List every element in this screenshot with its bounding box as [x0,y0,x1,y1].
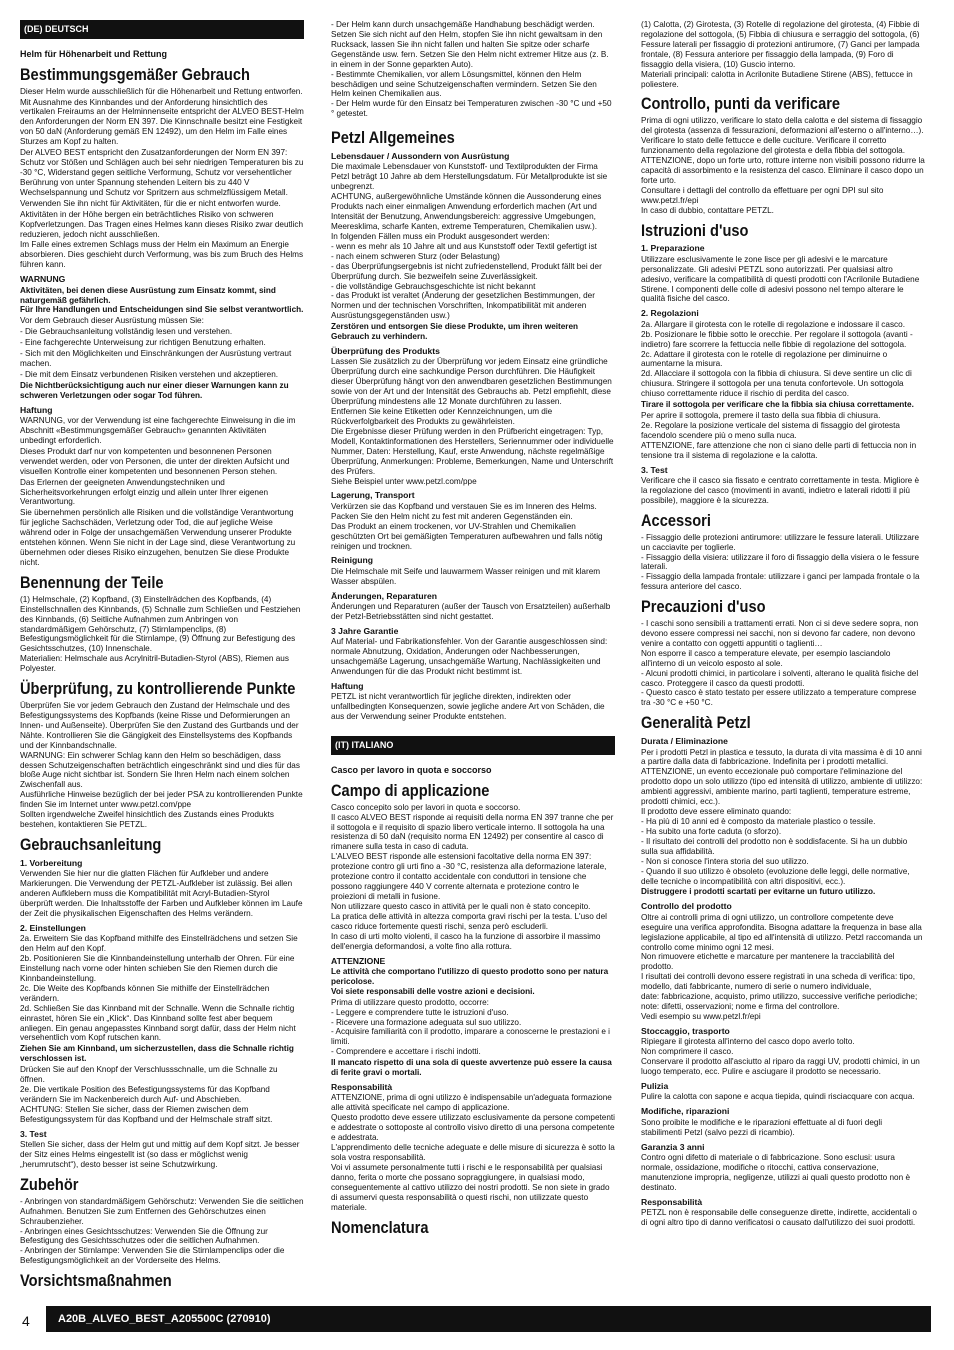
subsection-title: 2. Einstellungen [20,922,86,933]
column-1 [20,20,304,1293]
product-subtitle-it: Casco per lavoro in quota e soccorso [331,765,492,775]
paragraph: Ripiegare il girotesta all'interno del casco dopo averlo tolto. Non comprimere il casco. Conservare il prodotto all'asciutto al riparo da raggi UV, prodotti chimici, in un luogo temperato, ecc. Pulire e asciugare il prodotto se necessario. [641,1037,920,1077]
subsection-title: Überprüfung des Produkts [331,346,440,357]
lang-header-de: (DE) DEUTSCH [20,20,304,39]
page-number: 4 [22,1313,30,1329]
warning-bold: Le attività che comportano l'utilizzo di questo prodotto sono per natura pericolose. Voi siete responsabili delle vostre azioni e decisioni. [331,966,609,996]
bold-note: Zerstören und entsorgen Sie diese Produkte, um ihren weiteren Gebrauch zu verhindern. [331,322,579,342]
paragraph: Utilizzare esclusivamente le zone lisce per gli adesivi e le marcature personalizzate. Gli adesivi PETZL sono autorizzati. Per qualsiasi altro adesivo, verificare la compatibilità di questi prodotti con l'Acrilonile Butadiene Stirene. I componenti delle colle di adesivi possono nel tempo alterare le qualità fisiche del casco. [641,254,920,304]
bold-note: Ziehen Sie am Kinnband, um sicherzustellen, dass die Schnalle richtig verschlossen ist. [20,1044,294,1064]
section-title: Istruzioni d'uso [641,220,749,240]
subsection-title: 3. Test [20,1128,47,1139]
paragraph: - Sich mit den Möglichkeiten und Einschränkungen der Ausrüstung vertraut machen. [20,349,292,369]
section-title: Nomenclatura [331,1217,429,1237]
subsection-title: Stoccaggio, trasporto [641,1025,730,1036]
subsection-title: 2. Regolazioni [641,308,699,319]
warning-heading: ATTENZIONE [331,955,386,966]
paragraph: Prima di utilizzare questo prodotto, occorre: - Leggere e comprendere tutte le istruzioni d'uso. - Ricevere una formazione adeguata sul suo utilizzo. - Acquisire familiarità con il prodotto, imparare a conoscerne le prestazioni e i limiti. - Comprendere e accettare i rischi indotti. [331,997,610,1057]
subsection-title: Responsabilità [641,1196,703,1207]
section-title: Accessori [641,510,711,530]
column-2 [331,20,615,1239]
paragraph: Der ALVEO BEST entspricht den Zusatzanforderungen der Norm EN 397: Schutz vor Stößen und Schlägen auch bei sehr niedrigen Temperaturen bis zu -30 °C, Widerstand gegen seitliche Verformung, Schutz vor versehentlicher Berührung von unter Spannung stehenden Leitern bis zu 440 V Wechselspannung und Schutz vor Spritzern aus schmelzflüssigem Metall. [20,148,304,197]
paragraph: 2a. Erweitern Sie das Kopfband mithilfe des Einstellrädchens und setzen Sie den Helm auf den Kopf. 2b. Positionieren Sie die Kinnbandeinstellung unterhalb der Ohren. Für eine Einstellung nach vorne oder hinten schieben Sie den Riemen durch die Kinnbandeinstellung. 2c. Die Weite des Kopfbands können Sie mithilfe der Einstellrädchen verändern. 2d. Schließen Sie das Kinnband mit der Schnalle. Wenn die Schnalle richtig einrastet, hören Sie ein „Klick“. Das Kinnband sollte fest aber bequem anliegen. Ein genau angepasstes Kinnband sorgt dafür, dass der Helm nicht versehentlich vom Kopf rutschen kann. [20,934,298,1043]
paragraph: PETZL ist nicht verantwortlich für jegliche direkten, indirekten oder unfallbedingten Konsequenzen, sowie jegliche andere Art von Schäden, die aus der Verwendung seiner Produkte entstehen. [331,692,605,722]
paragraph: 2a. Allargare il girotesta con le rotelle di regolazione e indossare il casco. 2b. Posizionare le fibbie sotto le orecchie. Per regolare il sottogola (avanti - indietro) fare scorrere la fettuccia nelle fibbie di regolazione del sottogola. 2c. Adattare il girotesta con le rotelle di regolazione per diminuirne o aumentarne la misura. 2d. Allacciare il sottogola con la fibbia di chiusura. Si deve sentire un clic di chiusura. Stringere il sottogola per una tenuta confortevole. Un sottogola chiuso correttamente riduce il rischio di perdita del casco. [641,319,913,399]
paragraph: Stellen Sie sicher, dass der Helm gut und mittig auf dem Kopf sitzt. Je besser der Sitz eines Helms eingestellt ist (so dass er möglichst wenig „herumrutscht“), desto besser ist seine Schutzwirkung. [20,1140,300,1169]
paragraph: Oltre ai controlli prima di ogni utilizzo, un controllore competente deve eseguire una verifica approfondita. Bisogna adattare la frequenza in base alla legislazione applicabile, al tipo ed all'intensità di utilizzo. Petzl raccomanda un controllo come minimo ogni 12 mesi. Non rimuovere etichette e marcature per mantenere la tracciabilità del prodotto. I risultati dei controlli devono essere registrati in una scheda di verifica: tipo, modello, dati fabbricante, numero di serie o numero individuale, date: fabbricazione, acquisto, primo utilizzo, successive verifiche periodiche; note: difetti, osservazioni; nome e firma del controllore. Vedi esempio su www.petzl.fr/epi [641,912,923,1021]
paragraph: Dieses Produkt darf nur von kompetenten und besonnenen Personen verwendet werden, oder von Personen, die unter der direkten Aufsicht und visuellen Kontrolle einer kompetenten und besonnenen Person stehen. [20,446,290,476]
paragraph: Die maximale Lebensdauer von Kunststoff- und Textilprodukten der Firma Petzl beträgt 10 Jahre ab dem Herstellungsdatum. Für Metallprodukte ist sie unbegrenzt. ACHTUNG, außergewöhnliche Umstände können die Aussonderung eines Produkts nach einer einmaligen Anwendung erforderlich machen (Art und Intensität der Benutzung, Anwendungsbereich: aggressive Umgebungen, Meeresklima, scharfe Kanten, extreme Temperaturen, Chemikalien usw.). In folgenden Fällen muss ein Produkt ausgesondert werden: - wenn es mehr als 10 Jahre alt und aus Kunststoff oder Textil gefertigt ist - nach einem schweren Sturz (oder Belastung) - das Überprüfungsergebnis ist nicht zufriedenstellend, Produkt fällt bei der Überprüfung durch. Sie bezweifeln seine Zuverlässigkeit. - die vollständige Gebrauchsgeschichte ist nicht bekannt - das Produkt ist veraltet (Änderung der gesetzlichen Bestimmungen, der Normen und der technischen Vorschriften, Inkompatibilität mit anderen Ausrüstungsgegenständen usw.) [331,162,608,321]
paragraph: Lassen Sie zusätzlich zu der Überprüfung vor jedem Einsatz eine gründliche Überprüfung durch eine sachkundige Person durchführen. Die Häufigkeit dieser Überprüfung hängt von den anwendbaren gesetzlichen Bestimmungen sowie von der Art und der Intensität des Gebrauchs ab. Petzl empfiehlt, diese Überprüfung mindestens alle 12 Monate durchführen zu lassen. Entfernen Sie keine Etiketten oder Kennzeichnungen, um die Rückverfolgbarkeit des Produkts zu gewährleisten. Die Ergebnisse dieser Prüfung werden in den Prüfbericht eingetragen: Typ, Modell, Kontaktinformationen des Herstellers, Seriennummer oder individuelle Nummer, Daten: Herstellung, Kauf, erste Anwendung, nächste regelmäßige Überprüfung, Anmerkungen: Probleme, Bemerkungen, Name und Unterschrift des Prüfers. Siehe Beispiel unter www.petzl.com/ppe [331,357,614,486]
paragraph: Mit Ausnahme des Kinnbandes und der Anforderung hinsichtlich des vertikalen Freiraums an der Helminnenseite entspricht der ALVEO BEST-Helm den Anforderungen der Norm EN 397. Die Kinnschnalle besitzt eine Festigkeit von 50 daN (Anforderung gemäß EN 12492), um den Helm im Falle eines Sturzes am Kopf zu halten. [20,97,304,147]
bold-note: Distruggere i prodotti scartati per evitarne un futuro utilizzo. [641,887,876,897]
paragraph: Sono proibite le modifiche e le riparazioni effettuate al di fuori degli stabilimenti Petzl (salvo pezzi di ricambio). [641,1117,883,1137]
warning-bold: Die Nichtberücksichtigung auch nur einer dieser Warnungen kann zu schweren Verletzungen oder sogar Tod führen. [20,380,289,400]
subsection-title: Modifiche, riparazioni [641,1106,730,1117]
section-title: Bestimmungsgemäßer Gebrauch [20,64,250,84]
product-subtitle-de: Helm für Höhenarbeit und Rettung [20,48,167,59]
paragraph: Auf Material- und Fabrikationsfehler. Von der Garantie ausgeschlossen sind: normale Abnutzung, Oxidation, Änderungen oder Nachbesserungen, unsachgemäße Lagerung, unsachgemäße Wartung, Nachlässigkeiten und Anwendungen für die das Produkt nicht bestimmt ist. [331,637,608,677]
subsection-title: Lagerung, Transport [331,490,415,501]
subsection-title: 3 Jahre Garantie [331,625,399,636]
document-reference: A20B_ALVEO_BEST_A205500C (270910) [46,1306,931,1332]
lang-header-it: (IT) ITALIANO [331,736,615,755]
paragraph: Verwenden Sie ihn nicht für Aktivitäten, für die er nicht entworfen wurde. [20,198,281,208]
subsection-title: Haftung [331,680,364,691]
warning-bold: Il mancato rispetto di una sola di queste avvertenze può essere la causa di ferite gravi o mortali. [331,1058,612,1078]
section-title: Vorsichtsmaßnahmen [20,1271,172,1291]
paragraph: Überprüfen Sie vor jedem Gebrauch den Zustand der Helmschale und des Befestigungssystems des Kopfbands (keine Risse und Deformierungen an Innen- und Außenseite). Überprüfen Sie den Zustand des Gurtbands und der Nähte. Kontrollieren Sie die Gängigkeit des Einstellsystems des Kopfbands und der Kinnbandschnalle. WARNUNG: Ein schwerer Schlag kann den Helm so beschädigen, dass dessen Schutzeigenschaften beträchtlich eingeschränkt sind und dies für das bloße Auge nicht sichtbar ist. Sondern Sie Ihren Helm nach einem solchen Zwischenfall aus. Ausführliche Hinweise bezüglich der bei jeder PSA zu kontrollierenden Punkte finden Sie im Internet unter www.petzl.com/ppe Sollten irgendwelche Zweifel hinsichtlich des Zustands eines Produkts bestehen, kontaktieren Sie PETZL. [20,701,303,830]
paragraph: Per i prodotti Petzl in plastica e tessuto, la durata di vita massima è di 10 anni a partire dalla data di fabbricazione. Indefinita per i prodotti metallici. ATTENZIONE, un evento eccezionale può comportare l'eliminazione del prodotto dopo un solo utilizzo (tipo ed intensità di utilizzo, ambiente di utilizzo: ambienti aggressivi, ambiente marino, parti taglienti, temperature estreme, prodotti chimici, ecc.). Il prodotto deve essere eliminato quando: - Ha più di 10 anni ed è composto da materiale plastico o tessile. - Ha subito una forte caduta (o sforzo). - Il risultato dei controlli del prodotto non è soddisfacente. Si ha un dubbio sulla sua affidabilità. - Non si conosce l'intera storia del suo utilizzo. - Quando il suo utilizzo è obsoleto (evoluzione delle leggi, delle normative, delle tecniche o incompatibilità con altri dispositivi, ecc.). [641,747,923,886]
paragraph: (1) Helmschale, (2) Kopfband, (3) Einstellrädchen des Kopfbands, (4) Einstellschnallen des Kinnbands, (5) Schnalle zum Schließen und Festziehen des Kinnbands, (6) Seitliche Aufnahmen zum Anbringen von standardmäßigem Gehörschutz, (7) Stirnlampenclips, (8) Befestigungsmöglichkeit für die Stirnlampe, (9) Öffnung zur Befestigung des Gesichtsschutzes, (10) Innenschale. Materialien: Helmschale aus Acrylnitril-Butadien-Styrol (ABS), Riemen aus Polyester. [20,594,301,674]
section-title: Überprüfung, zu kontrollierende Punkte [20,679,296,699]
paragraph: Änderungen und Reparaturen (außer der Tausch von Ersatzteilen) außerhalb der Petzl-Betriebsstätten sind nicht gestattet. [331,602,611,621]
paragraph: Per aprire il sottogola, premere il tasto della sua fibbia di chiusura. 2e. Regolare la posizione verticale del sistema di fissaggio del girotesta facendolo scendere più o meno sulla nuca. ATTENZIONE, fare attenzione che non ci siano delle parti di fettuccia non in tensione tra il sistema di regolazione e la calotta. [641,411,917,460]
column-3 [641,20,925,1229]
paragraph: - Anbringen von standardmäßigem Gehörschutz: Verwenden Sie die seitlichen Aufnahmen. Benutzen Sie zum Entfernen des Gehörschutzes einen Schraubenzieher. - Anbringen eines Gesichtsschutzes: Verwenden Sie die Öffnung zur Befestigung des Gesichtsschutzes oder die seitlichen Aufnahmen. - Anbringen der Stirnlampe: Verwenden Sie die Stirnlampenclips oder die Befestigungsmöglichkeit an der Vorderseite des Helms. [20,1196,304,1266]
paragraph: Die Helmschale mit Seife und lauwarmem Wasser reinigen und mit klarem Wasser abspülen. [331,566,601,586]
subsection-title: Reinigung [331,555,374,566]
section-title: Generalità Petzl [641,713,751,733]
section-title: Campo di applicazione [331,780,490,800]
subsection-title: Responsabilità [331,1082,393,1093]
section-title: Precauzioni d'uso [641,597,766,617]
paragraph: WARNUNG, vor der Verwendung ist eine fachgerechte Einweisung in die im Abschnitt «Bestimmungsgemäßer Gebrauch» genannten Aktivitäten unbedingt erforderlich. [20,416,296,445]
paragraph: - I caschi sono sensibili a trattamenti errati. Non ci si deve sedere sopra, non devono essere compressi nei sacchi, non si devono far cadere, non devono venire a contatto con oggetti appuntiti o taglienti… Non esporre il casco a temperature elevate, per esempio lasciandolo all'interno di un veicolo esposto al sole. - Alcuni prodotti chimici, in particolare i solventi, alterano le qualità fisiche del casco. Proteggere il casco da questi prodotti. - Questo casco è stato testato per essere utilizzato a temperature comprese tra -30 °C e +50 °C. [641,619,919,708]
section-title: Gebrauchsanleitung [20,834,162,854]
subsection-title: Controllo del prodotto [641,901,732,912]
paragraph: Contro ogni difetto di materiale o di fabbricazione. Sono esclusi: usura normale, ossidazione, modifiche o ritocchi, cattiva conservazione, manutenzione impropria, negligenze, utilizzi ai quali questo prodotto non è destinato. [641,1152,910,1192]
subsection-title: Haftung [20,404,53,415]
paragraph: (1) Calotta, (2) Girotesta, (3) Rotelle di regolazione del girotesta, (4) Fibbie di regolazione del sottogola, (5) Fibbia di chiusura e serraggio del sottogola, (6) Fessure laterali per fissaggio di protezioni antirumore, (7) Ganci per lampada frontale, (8) Fessura anteriore per fissaggio della lampada, (9) Foro di fissaggio della visiera, (10) Guscio interno. Materiali principali: calotta in Acrilonite Butadiene Stirene (ABS), fettucce in poliestere. [641,20,920,89]
paragraph: Verkürzen sie das Kopfband und verstauen Sie es im Inneren des Helms. Packen Sie den Helm nicht zu fest mit anderen Gegenständen ein. Das Produkt an einem trockenen, vor UV-Strahlen und Chemikalien geschützten Ort bei gemäßigten Temperaturen aufbewahren und falls nötig reinigen und trocknen. [331,501,603,551]
paragraph: Dieser Helm wurde ausschließlich für die Höhenarbeit und Rettung entworfen. [20,86,303,96]
subsection-title: Durata / Eliminazione [641,736,728,747]
subsection-title: Lebensdauer / Aussondern von Ausrüstung [331,151,510,162]
section-title: Benennung der Teile [20,572,164,592]
paragraph: PETZL non è responsabile delle conseguenze dirette, indirette, accidentali o di ogni altro tipo di danno verificatosi o causato dall'utilizzo dei suoi prodotti. [641,1208,917,1227]
subsection-title: 1. Preparazione [641,243,705,254]
paragraph-list [20,87,304,271]
subsection-title: Änderungen, Reparaturen [331,590,438,601]
paragraph: Das Erlernen der geeigneten Anwendungstechniken und Sicherheitsvorkehrungen erfolgt einzig und allein unter Ihrer eigenen Verantwortung. [20,477,269,507]
paragraph: - Der Helm kann durch unsachgemäße Handhabung beschädigt werden. Setzen Sie sich nicht auf den Helm, stopfen Sie ihn nicht gewaltsam in den Rucksack, lassen Sie ihn nicht fallen und halten Sie spitze oder scharfe Gegenstände usw. fern. Setzen Sie den Helm nicht extremer Hitze aus (z. B. in einem in der Sonne geparkten Auto). - Bestimmte Chemikalien, vor allem Lösungsmittel, können den Helm beschädigen und seine Schutzeigenschaften vermindern. Setzen Sie den Helm keinen Chemikalien aus. - Der Helm wurde für den Einsatz bei Temperaturen zwischen -30 °C und +50 ° getestet. [331,20,612,119]
paragraph: Prima di ogni utilizzo, verificare lo stato della calotta e del sistema di fissaggio del girotesta (assenza di fessurazioni, deformazioni all'esterno o all'interno…). Verificare lo stato delle fettucce e delle cuciture. Verificare il corretto funzionamento della regolazione del girotesta e della fibbia del sottogola. ATTENZIONE, dopo un forte urto, rotture interne non visibili possono ridurre la capacità di assorbimento e la resistenza del casco. Eliminare il casco dopo un forte urto. Consultare i dettagli del controllo da effettuare per ogni DPI sul sito www.petzl.fr/epi In caso di dubbio, contattare PETZL. [641,116,925,215]
paragraph: Verificare che il casco sia fissato e centrato correttamente in testa. Migliore è la regolazione del casco (movimenti in avanti, indietro e laterali ridotti il più possibile), maggiore è la sicurezza. [641,476,920,505]
section-title: Zubehör [20,1174,79,1194]
paragraph: Casco concepito solo per lavori in quota e soccorso. Il casco ALVEO BEST risponde ai requisiti della norma EN 397 tranne che per il sottogola e il requisito di spazio libero verticale interno. Il sottogola ha una resistenza di 50 daN (requisito norma EN 12492) per consentire al casco di rimanere sulla testa in caso di caduta. L'ALVEO BEST risponde alle estensioni facoltative della norma EN 397: protezione contro gli urti fino a -30 °C, resistenza alla deformazione laterale, protezione contro il contatto accidentale con conduttori in tensione che possono raggiungere 440 V corrente alternata e protezione contro le proiezioni di metalli in fusione. Non utilizzare questo casco in attività per le quali non è stato concepito. La pratica delle attività in altezza comporta gravi rischi per la testa. L'uso del casco riduce fortemente questi rischi, senza però escluderli. In caso di urti molto violenti, il casco ha la funzione di assorbire il massimo dell'energia deformandosi, a volte fino alla rottura. [331,802,614,951]
paragraph: - Die Gebrauchsanleitung vollständig lesen und verstehen. [20,327,233,337]
subsection-title: 3. Test [641,464,668,475]
subsection-title: Pulizia [641,1081,669,1091]
paragraph: Pulire la calotta con sapone e acqua tiepida, quindi risciacquare con acqua. [641,1092,915,1102]
bold-note: Tirare il sottogola per verificare che la fibbia sia chiusa correttamente. [641,400,914,410]
warning-bold: Aktivitäten, bei denen diese Ausrüstung zum Einsatz kommt, sind naturgemäß gefährlich. Für Ihre Handlungen und Entscheidungen sind Sie selbst verantwortlich. [20,285,304,315]
subsection-title: 1. Vorbereitung [20,857,83,868]
paragraph: - Die mit dem Einsatz verbundenen Risiken verstehen und akzeptieren. [20,369,279,379]
paragraph: Aktivitäten in der Höhe bergen ein beträchtliches Risiko von schweren Kopfverletzungen. Das Tragen eines Helmes kann dieses Risiko zwar deutlich reduzieren, jedoch nicht ausschließen. [20,209,304,239]
paragraph: Drücken Sie auf den Knopf der Verschlussschnalle, um die Schnalle zu öffnen. 2e. Die vertikale Position des Befestigungssystems für das Kopfband verändern Sie im Nackenbereich durch Auf- und Abschieben. ACHTUNG: Stellen Sie sicher, dass der Riemen zwischen dem Befestigungssystem für das Kopfband und der Helmschale straff sitzt. [20,1065,278,1124]
subsection-title: Garanzia 3 anni [641,1141,705,1152]
paragraph: Vor dem Gebrauch dieser Ausrüstung müssen Sie: [20,316,204,326]
section-title: Controllo, punti da verificare [641,94,841,114]
warning-heading: WARNUNG [20,274,66,285]
paragraph: Verwenden Sie hier nur die glatten Flächen für Aufkleber und andere Markierungen. Die Verwendung der PETZL-Aufkleber ist zulässig. Bei allen anderen Aufklebern muss die Kompatibilität mit Acryl-Butadien-Styrol überprüft werden. Die Inhaltsstoffe der Farben und Aufkleber können im Laufe der Zeit die physikalischen Eigenschaften des Helms verändern. [20,869,303,918]
paragraph: - Eine fachgerechte Unterweisung zur richtigen Benutzung erhalten. [20,338,266,348]
paragraph: Sie übernehmen persönlich alle Risiken und die vollständige Verantwortung für jegliche Sachschäden, Verletzung oder Tod, die auf jegliche Weise während oder in Folge der unsachgemäßen Verwendung unserer Produkte entstehen können. Wenn Sie nicht in der Lage sind, diese Verantwortung zu übernehmen oder dieses Risiko einzugehen, benutzen Sie diese Produkte nicht. [20,508,296,568]
paragraph: - Fissaggio delle protezioni antirumore: utilizzare le fessure laterali. Utilizzare un cacciavite per toglierle. - Fissaggio della visiera: utilizzare il foro di fissaggio della visiera o le fessure laterali. - Fissaggio della lampada frontale: utilizzare i ganci per lampada frontale o la fessura anteriore del casco. [641,532,920,592]
paragraph: ATTENZIONE, prima di ogni utilizzo è indispensabile un'adeguata formazione alle attività specificate nel campo di applicazione. Questo prodotto deve essere utilizzato esclusivamente da persone competenti e addestrate o sottoposte al controllo visivo diretto di una persona competente e addestrata. L'apprendimento delle tecniche adeguate e delle misure di sicurezza è sotto la sola vostra responsabilità. Voi vi assumete personalmente tutti i rischi e le responsabilità per qualsiasi danno, ferita o morte che possano sopraggiungere, in qualsiasi modo, conseguentemente al cattivo utilizzo dei nostri prodotti. Se non siete in grado di assumervi questa responsabilità o questi rischi, non utilizzate questo materiale. [331,1093,615,1212]
section-title: Petzl Allgemeines [331,128,455,148]
paragraph: Im Falle eines extremen Schlags muss der Helm ein Maximum an Energie absorbieren. Dies geschieht durch Verformung, was bis zum Bruch des Helms führen kann. [20,240,304,270]
